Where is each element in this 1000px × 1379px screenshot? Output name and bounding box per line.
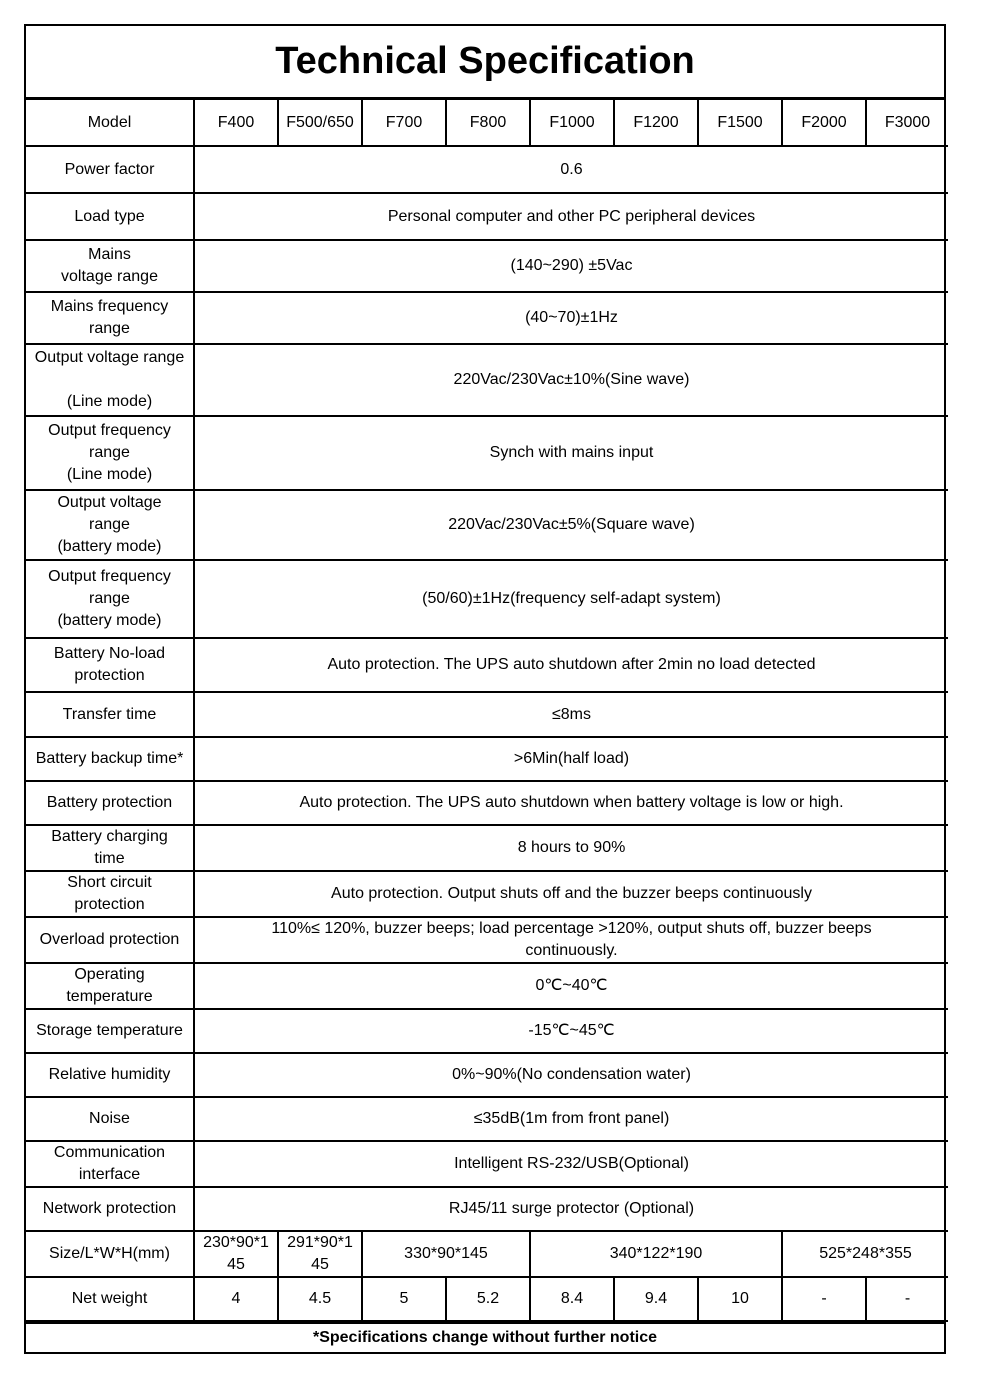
row-label: Output voltage range (Line mode) [26, 344, 194, 416]
size-cell: 330*90*145 [362, 1231, 530, 1277]
table-row-weight [26, 1277, 948, 1321]
weight-cell: 5 [362, 1277, 446, 1321]
weight-cell: 8.4 [530, 1277, 614, 1321]
model-cell: F3000 [866, 100, 948, 146]
row-label: Size/L*W*H(mm) [26, 1231, 194, 1277]
row-label: Mains frequency range [26, 292, 194, 344]
row-value: >6Min(half load) [194, 737, 948, 781]
table-row [26, 692, 948, 737]
table-row [26, 490, 948, 560]
row-value: Auto protection. The UPS auto shutdown when battery voltage is low or high. [194, 781, 948, 825]
row-label: Network protection [26, 1187, 194, 1231]
model-cell: F1000 [530, 100, 614, 146]
table-row [26, 825, 948, 871]
table-row [26, 240, 948, 292]
row-label: Power factor [26, 146, 194, 193]
table-row [26, 737, 948, 781]
table-row [26, 1009, 948, 1053]
row-label: Load type [26, 193, 194, 240]
row-value: 220Vac/230Vac±10%(Sine wave) [194, 344, 948, 416]
spec-sheet [24, 24, 946, 1354]
row-label: Mains voltage range [26, 240, 194, 292]
table-row [26, 292, 948, 344]
size-cell: 525*248*355 [782, 1231, 948, 1277]
row-label: Battery protection [26, 781, 194, 825]
page-title: Technical Specification [26, 26, 944, 100]
row-label: Model [26, 100, 194, 146]
row-value: 0%~90%(No condensation water) [194, 1053, 948, 1097]
weight-cell: 4.5 [278, 1277, 362, 1321]
table-row [26, 781, 948, 825]
row-value: Personal computer and other PC peripheral devices [194, 193, 948, 240]
table-row [26, 416, 948, 490]
model-cell: F2000 [782, 100, 866, 146]
row-label: Overload protection [26, 917, 194, 963]
row-value: Auto protection. The UPS auto shutdown after 2min no load detected [194, 638, 948, 692]
row-label: Transfer time [26, 692, 194, 737]
row-label: Noise [26, 1097, 194, 1141]
table-row-size [26, 1231, 948, 1277]
row-label: Battery No-load protection [26, 638, 194, 692]
row-value: (50/60)±1Hz(frequency self-adapt system) [194, 560, 948, 638]
model-cell: F700 [362, 100, 446, 146]
weight-cell: 5.2 [446, 1277, 530, 1321]
row-value: ≤8ms [194, 692, 948, 737]
footnote: *Specifications change without further notice [26, 1322, 944, 1352]
row-value: Intelligent RS-232/USB(Optional) [194, 1141, 948, 1187]
row-label: Short circuit protection [26, 871, 194, 917]
table-row [26, 963, 948, 1009]
weight-cell: 10 [698, 1277, 782, 1321]
row-label: Relative humidity [26, 1053, 194, 1097]
table-row [26, 146, 948, 193]
size-cell: 340*122*190 [530, 1231, 782, 1277]
row-label: Storage temperature [26, 1009, 194, 1053]
row-value: Synch with mains input [194, 416, 948, 490]
table-row [26, 344, 948, 416]
table-row [26, 193, 948, 240]
weight-cell: 4 [194, 1277, 278, 1321]
row-value: 0℃~40℃ [194, 963, 948, 1009]
spec-table [26, 100, 948, 1322]
row-label: Communication interface [26, 1141, 194, 1187]
row-label: Operating temperature [26, 963, 194, 1009]
table-row [26, 1141, 948, 1187]
table-row [26, 917, 948, 963]
row-value: Auto protection. Output shuts off and the buzzer beeps continuously [194, 871, 948, 917]
row-value: 220Vac/230Vac±5%(Square wave) [194, 490, 948, 560]
row-label: Output frequency range (battery mode) [26, 560, 194, 638]
table-row [26, 871, 948, 917]
table-row [26, 560, 948, 638]
row-value: ≤35dB(1m from front panel) [194, 1097, 948, 1141]
row-value: 8 hours to 90% [194, 825, 948, 871]
weight-cell: - [782, 1277, 866, 1321]
row-value: RJ45/11 surge protector (Optional) [194, 1187, 948, 1231]
table-row [26, 638, 948, 692]
row-value: (140~290) ±5Vac [194, 240, 948, 292]
weight-cell: - [866, 1277, 948, 1321]
size-cell: 291*90*1 45 [278, 1231, 362, 1277]
model-cell: F400 [194, 100, 278, 146]
row-label: Battery charging time [26, 825, 194, 871]
table-row [26, 1053, 948, 1097]
row-label: Output frequency range (Line mode) [26, 416, 194, 490]
row-label: Battery backup time* [26, 737, 194, 781]
row-value: (40~70)±1Hz [194, 292, 948, 344]
size-cell: 230*90*1 45 [194, 1231, 278, 1277]
table-row [26, 1187, 948, 1231]
model-cell: F800 [446, 100, 530, 146]
weight-cell: 9.4 [614, 1277, 698, 1321]
row-value: -15℃~45℃ [194, 1009, 948, 1053]
row-value: 110%≤ 120%, buzzer beeps; load percentage >120%, output shuts off, buzzer beeps continuously. [194, 917, 948, 963]
table-row [26, 1097, 948, 1141]
model-cell: F1500 [698, 100, 782, 146]
row-value: 0.6 [194, 146, 948, 193]
row-label: Output voltage range (battery mode) [26, 490, 194, 560]
row-label: Net weight [26, 1277, 194, 1321]
table-row-model [26, 100, 948, 146]
model-cell: F1200 [614, 100, 698, 146]
model-cell: F500/650 [278, 100, 362, 146]
